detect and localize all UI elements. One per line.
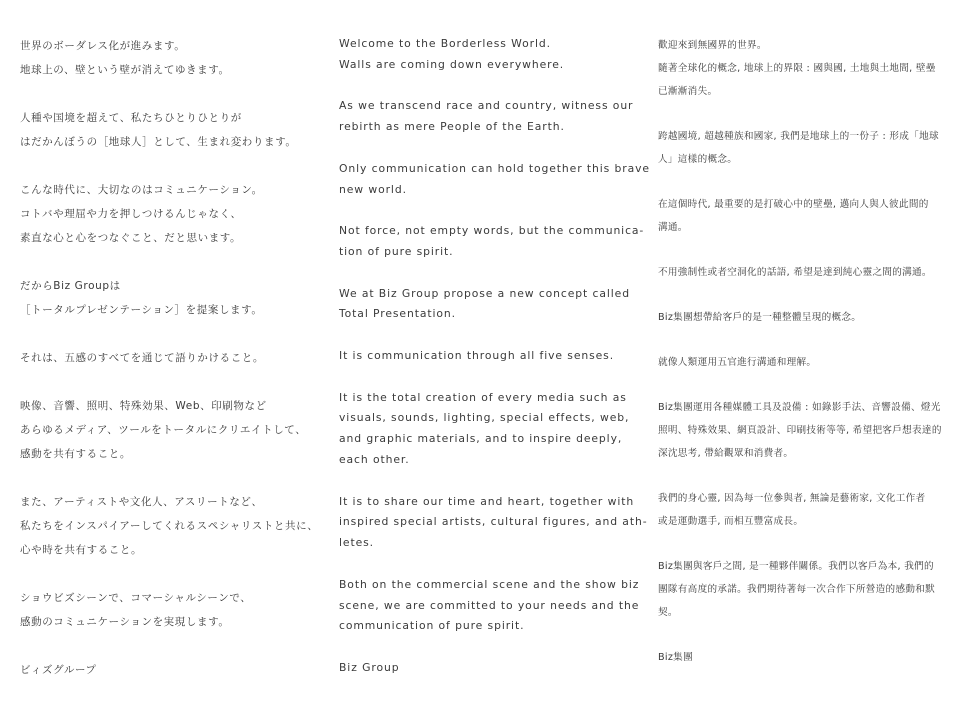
text-line: Both on the commercial scene and the show biz — [339, 577, 640, 591]
text-line: 不用強制性或者空洞化的話語, 希望是達到純心靈之間的溝通。 — [658, 267, 932, 278]
text-line: 映像、音響、照明、特殊効果、Web、印刷物など — [20, 400, 267, 412]
text-line: 團隊有高度的承諾。我們期待著每一次合作下所營造的感動和默 — [658, 584, 936, 595]
zh-signature — [658, 646, 962, 669]
text-line: Not force, not empty words, but the communica- — [339, 224, 645, 238]
text-line: Biz集團 — [658, 652, 693, 663]
text-line: ショウビズシーンで、コマーシャルシーンで、 — [20, 592, 252, 604]
zh-paragraph-3 — [658, 193, 962, 239]
en-paragraph-1 — [339, 34, 644, 76]
text-line: 就像人類運用五官進行溝通和理解。 — [658, 357, 817, 368]
ja-paragraph-6 — [20, 394, 320, 466]
text-line: 私たちをインスパイアーしてくれるスペシャリストと共に、 — [20, 520, 319, 532]
text-line: こんな時代に、大切なのはコミュニケーション。 — [20, 184, 263, 196]
ja-paragraph-3 — [20, 178, 320, 250]
text-line: inspired special artists, cultural figures, and ath- — [339, 515, 648, 529]
text-line: 跨越國境, 超越種族和國家, 我們是地球上的一份子 : 形成「地球 — [658, 131, 939, 142]
text-line: Only communication can hold together this brave — [339, 161, 650, 175]
zh-paragraph-4 — [658, 261, 962, 284]
text-line: 歡迎來到無國界的世界。 — [658, 40, 767, 51]
text-line: It is communication through all five senses. — [339, 348, 615, 362]
text-line: それは、五感のすべてを通じて語りかけること。 — [20, 352, 264, 364]
text-line: We at Biz Group propose a new concept called — [339, 286, 630, 300]
text-line: 在這個時代, 最重要的是打破心中的壁壘, 邁向人與人彼此間的 — [658, 199, 929, 210]
en-paragraph-9 — [339, 575, 644, 637]
en-paragraph-8 — [339, 492, 648, 554]
text-line: 感動のコミュニケーションを実現します。 — [20, 616, 230, 628]
text-line: また、アーティストや文化人、アスリートなど、 — [20, 496, 263, 508]
text-line: and graphic materials, and to inspire deeply, — [339, 432, 623, 446]
text-line: あらゆるメディア、ツールをトータルにクリエイトして、 — [20, 424, 307, 436]
text-line: Welcome to the Borderless World. — [339, 37, 551, 50]
text-line: 素直な心と心をつなぐこと、だと思います。 — [20, 232, 242, 244]
text-line: Biz集團運用各種媒體工具及設備 : 如錄影手法、音響設備、燈光 — [658, 402, 941, 413]
en-paragraph-4 — [339, 221, 644, 263]
text-line: 溝通。 — [658, 222, 688, 233]
ja-paragraph-5 — [20, 346, 320, 370]
text-line: 世界のボーダレス化が進みます。 — [20, 40, 186, 52]
text-line: 人種や国境を超えて、私たちひとりひとりが — [20, 112, 242, 124]
japanese-column — [20, 34, 320, 706]
text-line: だからBiz Groupは — [20, 280, 121, 292]
text-line: 人」這樣的概念。 — [658, 154, 738, 165]
text-line: 照明、特殊效果、網頁設計、印刷技術等等, 希望把客戶想表達的 — [658, 425, 942, 436]
text-line: It is to share our time and heart, together with — [339, 494, 635, 508]
text-line: コトバや理屈や力を押しつけるんじゃなく、 — [20, 208, 242, 220]
zh-paragraph-1 — [658, 34, 962, 103]
ja-paragraph-1 — [20, 34, 320, 82]
text-line: rebirth as mere People of the Earth. — [339, 120, 565, 134]
text-line: visuals, sounds, lighting, special effects, web, — [339, 411, 630, 425]
text-line: 深沈思考, 帶給觀眾和消費者。 — [658, 448, 794, 459]
text-line: each other. — [339, 452, 410, 466]
text-line: Total Presentation. — [339, 307, 456, 321]
text-line: tion of pure spirit. — [339, 244, 454, 258]
zh-paragraph-9 — [658, 555, 962, 624]
text-line: communication of pure spirit. — [339, 619, 525, 633]
text-line: scene, we are committed to your needs and the — [339, 598, 640, 612]
text-line: As we transcend race and country, witness our — [339, 99, 634, 113]
ja-signature — [20, 658, 320, 682]
ja-paragraph-7 — [20, 490, 320, 562]
text-line: 我們的身心靈, 因為每一位參與者, 無論是藝術家, 文化工作者 — [658, 493, 926, 504]
text-line: 契。 — [658, 607, 678, 618]
text-line: letes. — [339, 536, 374, 550]
ja-paragraph-2 — [20, 106, 320, 154]
zh-paragraph-2 — [658, 125, 962, 171]
text-line: 心や時を共有すること。 — [20, 544, 143, 556]
en-paragraph-3 — [339, 159, 650, 201]
en-signature — [339, 658, 644, 679]
en-paragraph-2 — [339, 96, 644, 138]
text-line: 隨著全球化的概念, 地球上的界限 : 國與國, 土地與土地間, 壁壘 — [658, 63, 936, 74]
text-line: 已漸漸消失。 — [658, 86, 718, 97]
text-line: Biz集團想帶給客戶的是一種整體呈現的概念。 — [658, 312, 862, 323]
en-paragraph-6 — [339, 346, 644, 367]
text-line: ビィズグループ — [20, 664, 97, 676]
zh-paragraph-7 — [658, 396, 962, 465]
ja-paragraph-4 — [20, 274, 320, 322]
text-line: 地球上の、壁という壁が消えてゆきます。 — [20, 64, 230, 76]
en-paragraph-5 — [339, 284, 644, 326]
text-line: 或是運動選手, 而相互豐富成長。 — [658, 516, 804, 527]
chinese-column — [658, 34, 962, 691]
text-line: 感動を共有すること。 — [20, 448, 131, 460]
zh-paragraph-6 — [658, 351, 962, 374]
text-line: Walls are coming down everywhere. — [339, 57, 565, 71]
zh-paragraph-5 — [658, 306, 962, 329]
zh-paragraph-8 — [658, 487, 962, 533]
text-line: It is the total creation of every media such as — [339, 390, 627, 404]
text-line: new world. — [339, 182, 407, 196]
ja-paragraph-8 — [20, 586, 320, 634]
en-paragraph-7 — [339, 388, 644, 471]
text-line: Biz集團與客戶之間, 是一種夥伴關係。我們以客戶為本, 我們的 — [658, 561, 934, 572]
english-column — [339, 34, 650, 700]
text-line: はだかんぼうの［地球人］として、生まれ変わります。 — [20, 136, 297, 148]
text-line: ［トータルプレゼンテーション］を提案します。 — [20, 304, 263, 316]
text-line: Biz Group — [339, 660, 400, 674]
